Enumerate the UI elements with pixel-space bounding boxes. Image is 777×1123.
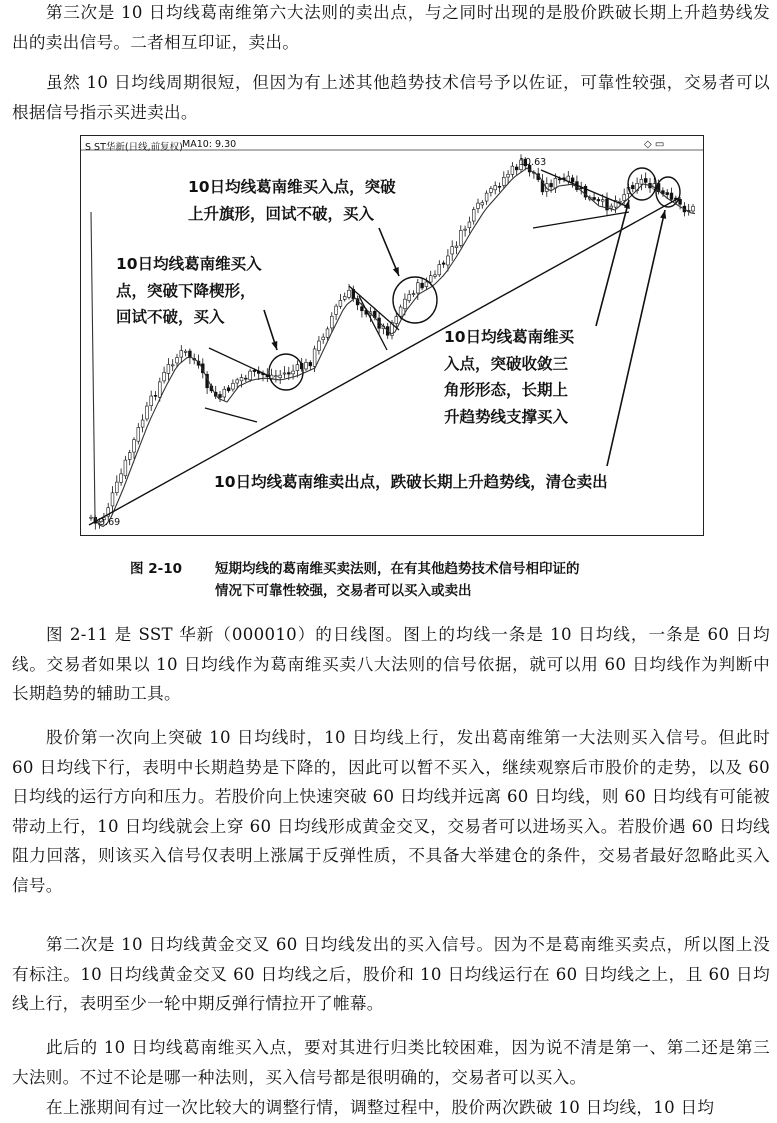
arrow-buy-flag-head (393, 267, 399, 276)
candle-body (511, 166, 514, 174)
candle-body (554, 178, 557, 188)
paragraph-body-2: 股价第一次向上突破 10 日均线时，10 日均线上行，发出葛南维第一大法则买入信号。但此时 60 日均线下行，表明中长期趋势是下降的，因此可以暂不买入，继续观察后市股价的走势，以及 60 日均线的运行方向和压力。若股价向上快速突破 60 日均线并远离 60 日均线，则 60 日均线有可能被带动上行，10 日均线就会上穿 60 日均线形成黄金交叉，交易者可以进场买入。若股价遇 60 日均线阻力回落，则该买入信号仅表明上涨属于反弹性质，不具备大举建仓的条件，交易者最好忽略此买入信号。 (12, 728, 770, 895)
candle-body (666, 193, 669, 195)
candle-body (236, 380, 239, 383)
candle-body (240, 378, 243, 381)
stock-chart-figure (80, 135, 704, 536)
wedge-upper-line (209, 348, 269, 376)
candle-body (244, 378, 247, 379)
signal-circle-wedge (269, 354, 303, 390)
candle-body (412, 294, 415, 295)
candle-body (223, 389, 226, 397)
candle-body (597, 199, 600, 200)
candle-body (120, 474, 123, 482)
candle-body (348, 290, 351, 297)
candle-body (670, 193, 673, 199)
candle-body (451, 247, 454, 254)
paragraph-body-5: 在上涨期间有过一次比较大的调整行情，调整过程中，股价两次跌破 10 日均线，10 日均 (46, 1098, 715, 1117)
candle-body (313, 349, 316, 367)
candle-body (679, 199, 682, 204)
candle-body (421, 283, 424, 288)
candle-body (343, 296, 346, 299)
candle-body (227, 388, 230, 391)
candle-body (249, 371, 252, 380)
candle-body (438, 265, 441, 275)
candle-body (447, 256, 450, 265)
chart-header-ma: MA10: 9.30 (182, 139, 237, 150)
candle-body (279, 375, 282, 378)
candle-body (150, 396, 153, 406)
candle-body (283, 373, 286, 374)
candle-body (640, 179, 643, 184)
candle-body (601, 200, 604, 201)
candle-body (296, 365, 299, 371)
candle-body (434, 275, 437, 277)
candle-body (515, 167, 518, 170)
figure-caption-number: 图 2-10 (130, 561, 182, 577)
candle-body (146, 406, 149, 419)
candle-body (472, 209, 475, 221)
candle-body (339, 300, 342, 306)
annotation-buy-flag: 10日均线葛南维买入点，突破 上升旗形，回试不破，买入 (188, 178, 396, 223)
candle-body (330, 316, 333, 328)
candle-body (490, 189, 493, 193)
candle-body (124, 460, 127, 476)
flag-upper-line (349, 286, 399, 330)
candle-body (494, 186, 497, 190)
candle-body (275, 376, 278, 377)
candle-body (567, 176, 570, 181)
candle-body (502, 177, 505, 185)
candle-body (141, 420, 144, 427)
candle-body (167, 364, 170, 373)
candle-body (322, 337, 325, 340)
candle-body (498, 186, 501, 187)
candle-body (571, 178, 574, 182)
candle-body (154, 395, 157, 396)
chart-high-label: 10.63 (519, 157, 547, 168)
arrow-buy-triangle (596, 200, 629, 326)
candle-body (644, 179, 647, 183)
paragraph-intro-1: 第三次是 10 日均线葛南维第六大法则的卖出点，与之同时出现的是股价跌破长期上升趋势线发出的卖出信号。二者相互印证，卖出。 (12, 3, 770, 52)
candle-body (404, 299, 407, 309)
candle-body (416, 283, 419, 293)
candle-body (550, 183, 553, 186)
figure-caption-line1: 短期均线的葛南维买卖法则，在有其他趋势技术信号相印证的 (215, 561, 580, 577)
candle-body (318, 341, 321, 351)
candle-body (128, 453, 131, 460)
paragraph-body-3: 第二次是 10 日均线黄金交叉 60 日均线发出的买入信号。因为不是葛南维买卖点，所以图上没有标注。10 日均线黄金交叉 60 日均线之后，股价和 10 日均线运行在 60 日均线之上，且 60 日均线上行，表明至少一轮中期反弹行情拉开了帷幕。 (12, 935, 770, 1014)
candle-body (326, 329, 329, 337)
annotation-buy-triangle: 10日均线葛南维买 入点，突破收敛三 角形形态，长期上 升趋势线支撑买入 (444, 328, 575, 426)
figure-caption-line2: 情况下可靠性较强，交易者可以买入或卖出 (215, 583, 472, 599)
candle-body (610, 206, 613, 208)
candle-body (90, 517, 93, 518)
candle-body (631, 185, 634, 188)
paragraph-body-4: 此后的 10 日均线葛南维买入点，要对其进行归类比较困难，因为说不清是第一、第二还是第三大法则。不过不论是哪一种法则，买入信号都是很明确的，交易者可以买入。 (12, 1038, 770, 1087)
candle-body (232, 383, 235, 389)
candle-body (399, 307, 402, 316)
wedge-lower-line (205, 408, 257, 422)
candle-body (442, 263, 445, 264)
candle-body (309, 362, 312, 365)
annotation-buy-wedge: 10日均线葛南维买入 点，突破下降楔形， 回试不破，买入 (116, 255, 262, 326)
candle-body (593, 197, 596, 199)
candle-body (335, 306, 338, 314)
chart-low-label: 3.69 (99, 517, 121, 528)
candle-body (189, 351, 192, 357)
candle-body (292, 371, 295, 374)
candle-body (158, 382, 161, 397)
candle-body (184, 351, 187, 352)
candle-body (133, 440, 136, 452)
candle-body (485, 193, 488, 201)
candle-body (171, 365, 174, 366)
candle-body (464, 229, 467, 230)
candle-body (623, 195, 626, 201)
chart-header-title: S ST华新(日线,前复权) (85, 142, 183, 153)
candle-body (468, 222, 471, 228)
paragraph-body-1: 图 2-11 是 SST 华新（000010）的日线图。图上的均线一条是 10 日均线，一条是 60 日均线。交易者如果以 10 日均线作为葛南维买卖八大法则的信号依据，就可以用 60 日均线作为判断中长期趋势的辅助工具。 (12, 625, 770, 704)
candle-body (395, 317, 398, 324)
chart-window-controls-icon: ◇ ▭ (644, 139, 665, 150)
candle-body (477, 203, 480, 208)
candle-body (619, 201, 622, 202)
candle-body (692, 206, 695, 211)
flag-lower-line (359, 296, 387, 350)
annotation-sell: 10日均线葛南维卖出点，跌破长期上升趋势线，清仓卖出 (214, 473, 608, 491)
candle-body (507, 174, 510, 177)
candle-body (287, 373, 290, 374)
candle-body (408, 294, 411, 300)
candle-body (253, 370, 256, 371)
candle-body (361, 307, 364, 311)
candle-body (481, 203, 484, 205)
candle-body (219, 394, 222, 397)
candle-body (429, 276, 432, 282)
candle-body (115, 482, 118, 493)
candle-body (459, 230, 462, 245)
candle-body (455, 246, 458, 248)
candle-body (305, 362, 308, 369)
arrow-buy-wedge-head (271, 341, 277, 350)
candle-body (425, 282, 428, 287)
candle-body (176, 358, 179, 363)
triangle-lower-line (533, 212, 629, 228)
candle-body (137, 427, 140, 441)
candle-body (180, 351, 183, 358)
paragraph-intro-2: 虽然 10 日均线周期很短，但因为有上述其他趋势技术信号予以佐证，可靠性较强，交易者可以根据信号指示买进卖出。 (12, 73, 770, 122)
candle-body (111, 493, 114, 506)
candle-body (163, 372, 166, 381)
